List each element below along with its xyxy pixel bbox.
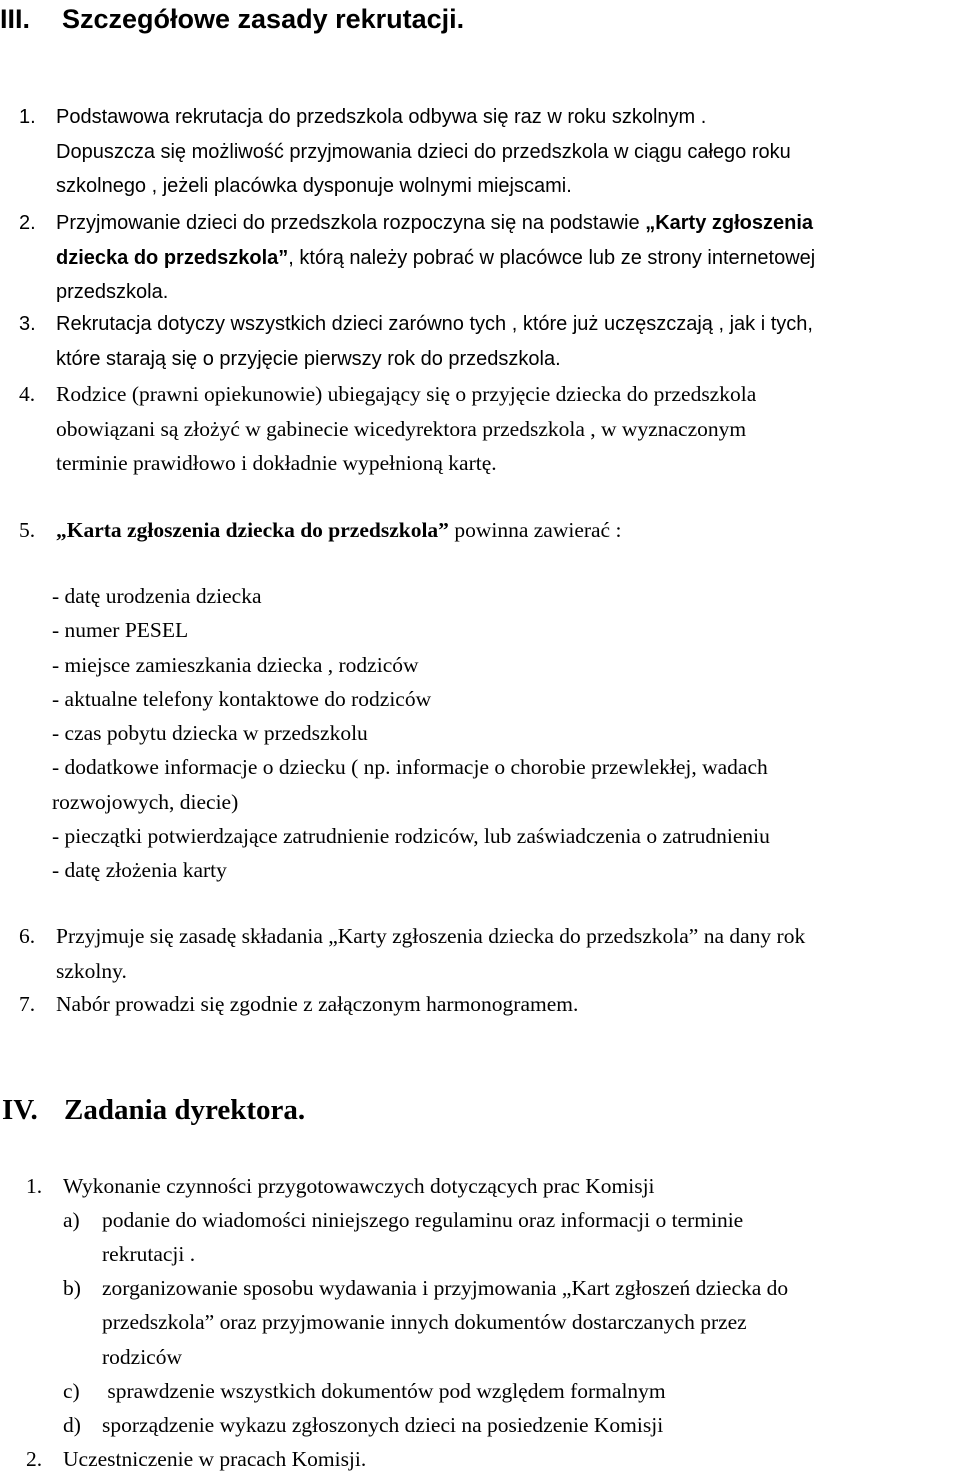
list-item-line: Nabór prowadzi się zgodnie z załączonym harmonogramem. [56,992,579,1016]
bold-text-run: dziecka do przedszkola” [56,246,289,269]
list-item: rozwojowych, diecie) [52,789,239,814]
list-item-line: przedszkola. [56,281,169,303]
list-item-line [56,513,960,548]
sub-item-a [63,1203,744,1272]
sub-item-d [63,1408,664,1442]
list-item-number: 1. [19,106,36,128]
list-item: - czas pobytu dziecka w przedszkolu [52,721,368,746]
list-item-line: terminie prawidłowo i dokładnie wypełnioną kartę. [56,451,497,475]
sub-item-line: rekrutacji . [102,1242,196,1267]
sub-item-line: rodziców [102,1344,182,1369]
section-3-title: Szczegółowe zasady rekrutacji. [62,4,465,34]
list-item-number: 7. [19,992,36,1016]
sub-item-c [63,1374,666,1408]
list-item: - numer PESEL [52,618,189,643]
list-item-line [56,206,960,241]
text-run: , którą należy pobrać w placówce lub ze strony internetowej [288,246,816,269]
sub-item-line: sprawdzenie wszystkich dokumentów pod względem formalnym [102,1379,666,1403]
list-item-number: 6. [19,924,36,948]
list-item: - dodatkowe informacje o dziecku ( np. informacje o chorobie przewlekłej, wadach [52,755,768,780]
list-item-5 [19,513,960,548]
section-4-item-1 [26,1169,960,1204]
list-item-line: Wykonanie czynności przygotowawczych dotyczących prac Komisji [63,1174,655,1198]
sub-item-letter: d) [63,1413,81,1437]
sub-item-line: podanie do wiadomości niniejszego regulaminu oraz informacji o terminie [102,1208,744,1232]
list-item: - datę złożenia karty [52,858,227,883]
list-item-line: które starają się o przyjęcie pierwszy rok do przedszkola. [56,347,561,370]
sub-item-letter: a) [63,1208,80,1232]
section-3-heading [0,2,464,36]
list-item-6 [19,919,960,988]
sub-item-letter: b) [63,1276,81,1300]
section-3-number: III. [0,4,31,34]
list-item-number: 3. [19,313,36,335]
list-item-number: 4. [19,382,36,406]
bold-text-run: „Karty zgłoszenia [645,212,814,234]
bold-text-run: „Karta zgłoszenia dziecka do przedszkola” [56,518,449,542]
list-item-line: Przyjmuje się zasadę składania „Karty zgłoszenia dziecka do przedszkola” na dany rok [56,924,806,948]
sub-item-letter: c) [63,1379,80,1403]
sub-item-line: sporządzenie wykazu zgłoszonych dzieci na posiedzenie Komisji [102,1413,664,1437]
list-item-line: Podstawowa rekrutacja do przedszkola odbywa się raz w roku szkolnym . [56,106,707,128]
list-item-line: Rodzice (prawni opiekunowie) ubiegający się o przyjęcie dziecka do przedszkola [56,382,757,406]
list-item: - datę urodzenia dziecka [52,584,262,608]
list-item-line: Uczestniczenie w pracach Komisji. [63,1447,367,1471]
list-item: - pieczątki potwierdzające zatrudnienie rodziców, lub zaświadczenia o zatrudnieniu [52,824,770,849]
list-item-line: szkolny. [56,958,127,983]
list-item-7 [19,987,960,1022]
list-item: - aktualne telefony kontaktowe do rodziców [52,686,432,711]
list-item-4 [19,377,960,481]
sub-item-b [63,1271,789,1374]
list-item-line: obowiązani są złożyć w gabinecie wicedyrektora przedszkola , w wyznaczonym [56,416,747,441]
section-4-title: Zadania dyrektora. [64,1094,306,1126]
list-item-line [56,241,960,276]
list-item-1 [19,100,960,204]
list-item-2 [19,206,960,310]
text-run: Przyjmowanie dzieci do przedszkola rozpoczyna się na podstawie [56,212,646,234]
section-4-item-2 [26,1442,960,1477]
sub-item-line: przedszkola” oraz przyjmowanie innych dokumentów dostarczanych przez [102,1310,747,1335]
list-item-line: Rekrutacja dotyczy wszystkich dzieci zarówno tych , które już uczęszczają , jak i tych, [56,313,813,335]
list-item-number: 2. [19,212,36,234]
text-run: powinna zawierać : [448,518,622,542]
list-item-3 [19,307,960,376]
list-item-line: Dopuszcza się możliwość przyjmowania dzieci do przedszkola w ciągu całego roku [56,140,791,163]
list-item-number: 2. [26,1447,43,1471]
section-4-heading [2,1093,305,1127]
card-contents-list [52,579,770,888]
sub-item-line: zorganizowanie sposobu wydawania i przyjmowania „Kart zgłoszeń dziecka do [102,1276,789,1300]
section-4-number: IV. [2,1094,38,1126]
list-item-number: 5. [19,518,36,542]
list-item-number: 1. [26,1174,43,1198]
list-item-line: szkolnego , jeżeli placówka dysponuje wolnymi miejscami. [56,175,572,197]
list-item: - miejsce zamieszkania dziecka , rodziców [52,652,419,677]
